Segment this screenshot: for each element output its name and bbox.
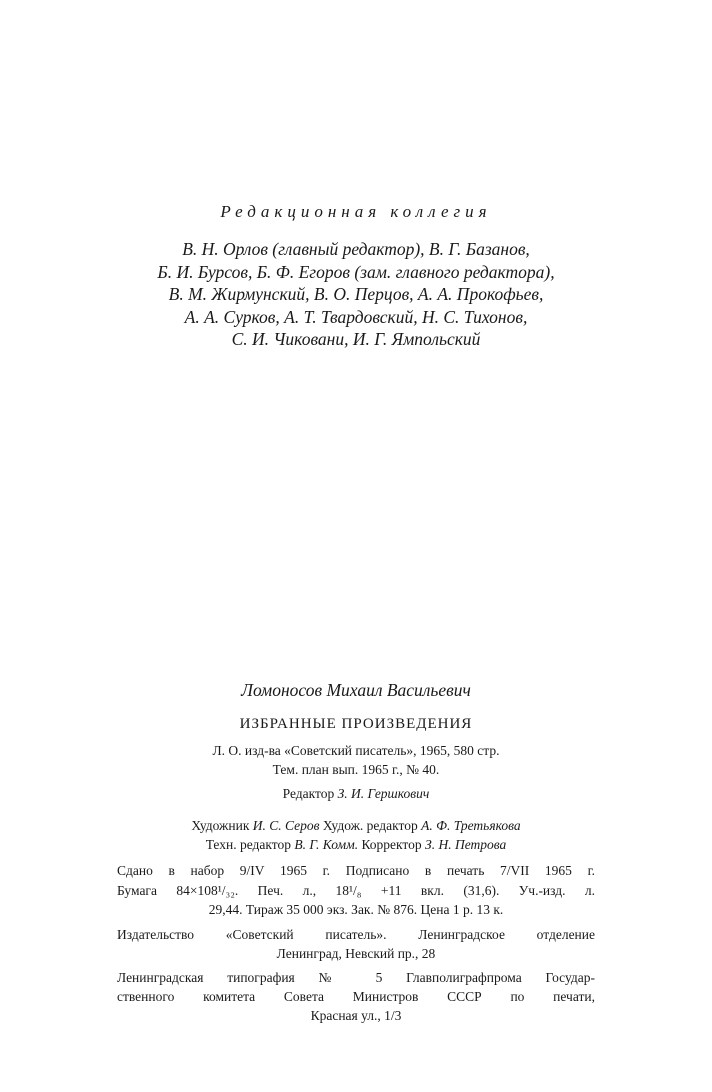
printing-house-line: Ленинградская типография № 5 Главполиграфпрома Государ- <box>117 970 595 985</box>
board-line: В. Н. Орлов (главный редактор), В. Г. Базанов, <box>182 239 530 259</box>
publication-info-line: Л. О. изд-ва «Советский писатель», 1965, 580 стр. <box>212 743 500 758</box>
proofreader-label: Корректор <box>361 837 422 852</box>
staff-credits <box>0 816 712 854</box>
tech-editor-label: Техн. редактор <box>205 837 292 852</box>
publication-info-line: Тем. план вып. 1965 г., № 40. <box>272 762 440 777</box>
editor-label: Редактор <box>282 786 335 801</box>
editor-credit <box>0 786 712 802</box>
tech-editor-name: В. Г. Комм. <box>294 837 359 852</box>
art-editor-name: А. Ф. Третьякова <box>421 818 521 833</box>
printing-line: Сдано в набор 9/IV 1965 г. Подписано в печать 7/VII 1965 г. <box>117 863 595 878</box>
publisher-info <box>0 925 712 963</box>
editorial-board-heading: Редакционная коллегия <box>220 202 492 221</box>
printing-details <box>0 861 712 920</box>
book-author: Ломоносов Михаил Васильевич <box>241 680 471 700</box>
book-title: ИЗБРАННЫЕ ПРОИЗВЕДЕНИЯ <box>239 716 473 732</box>
board-line: А. А. Сурков, А. Т. Твардовский, Н. С. Тихонов, <box>184 306 528 327</box>
publication-info <box>0 741 712 779</box>
board-line: В. М. Жирмунский, В. О. Перцов, А. А. Прокофьев, <box>168 284 544 304</box>
publisher-line: Издательство «Советский писатель». Ленинградское отделение <box>117 927 595 942</box>
staff-line <box>0 835 712 854</box>
editorial-board-list <box>0 238 712 351</box>
printing-house-info <box>0 968 712 1025</box>
printing-line: 29,44. Тираж 35 000 экз. Зак. № 876. Цена 1 р. 13 к. <box>208 902 504 917</box>
board-line: Б. И. Бурсов, Б. Ф. Егоров (зам. главного редактора), <box>157 261 555 282</box>
art-editor-label: Худож. редактор <box>322 818 418 833</box>
artist-label: Художник <box>191 818 250 833</box>
board-line: С. И. Чиковани, И. Г. Ямпольский <box>231 329 481 349</box>
proofreader-name: З. Н. Петрова <box>425 837 507 852</box>
printing-line: Бумага 84×108¹/₃₂. Печ. л., 18¹/₈ +11 вкл. (31,6). Уч.-изд. л. <box>117 882 595 898</box>
artist-name: И. С. Серов <box>252 818 320 833</box>
publisher-address: Ленинград, Невский пр., 28 <box>276 946 436 961</box>
editor-name: З. И. Гершкович <box>337 786 430 801</box>
printing-house-line: ственного комитета Совета Министров СССР по печати, <box>117 989 595 1004</box>
printing-house-address: Красная ул., 1/3 <box>310 1008 402 1023</box>
staff-line <box>0 816 712 835</box>
